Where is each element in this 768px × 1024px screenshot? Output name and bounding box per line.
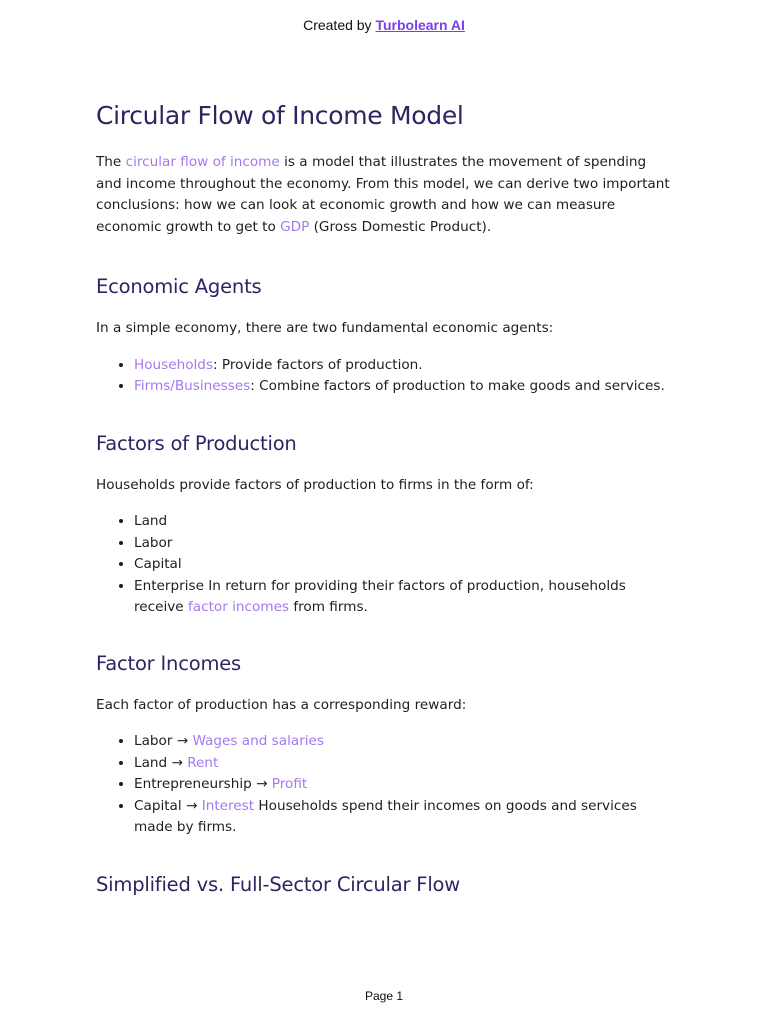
- term-gdp: GDP: [280, 218, 310, 235]
- page-title: Circular Flow of Income Model: [96, 101, 464, 130]
- factors-list: [96, 511, 676, 619]
- reward-rent: Rent: [187, 754, 219, 771]
- main-content: [96, 96, 676, 900]
- agents-lead: In a simple economy, there are two fundamental economic agents:: [96, 320, 554, 336]
- term-households: Households: [134, 356, 214, 373]
- created-by-banner: [0, 17, 768, 33]
- list-item: • Land: [134, 511, 676, 533]
- heading-factors-of-production: Factors of Production: [96, 431, 297, 455]
- reward-wages: Wages and salaries: [192, 733, 325, 749]
- list-item: • Land → Rent: [134, 753, 676, 775]
- heading-economic-agents: Economic Agents: [96, 275, 262, 298]
- term-firms: Firms/Businesses: [134, 378, 251, 394]
- heading-simplified-vs-full: Simplified vs. Full-Sector Circular Flow: [96, 872, 461, 896]
- agents-list: [96, 355, 676, 398]
- reward-interest: Interest: [201, 797, 255, 814]
- intro-paragraph: The circular flow of income is a model that illustrates the movement of spending and income throughout the economy. From this model, we can derive two important conclusions: how we can look at economic growth and how we can measure economic growth to get to GDP (Gross Domestic Product).: [96, 154, 670, 235]
- list-item: • Households: Provide factors of production.: [134, 355, 676, 377]
- reward-profit: Profit: [271, 776, 308, 792]
- list-item: • Enterprise In return for providing their factors of production, households receive factor incomes from firms.: [134, 576, 676, 619]
- turbolearn-link[interactable]: Turbolearn AI: [375, 17, 465, 33]
- list-item: • Capital → Interest Households spend their incomes on goods and services made by firms.: [134, 796, 676, 839]
- list-item: • Firms/Businesses: Combine factors of production to make goods and services.: [134, 376, 676, 398]
- list-item: • Entrepreneurship → Profit: [134, 774, 676, 796]
- incomes-list: [96, 731, 676, 839]
- list-item: • Capital: [134, 554, 676, 576]
- term-factor-incomes: factor incomes: [188, 599, 290, 615]
- list-item: • Labor: [134, 533, 676, 555]
- created-by-label: Created by: [303, 17, 372, 33]
- page-number: Page 1: [364, 989, 404, 1003]
- term-circular-flow: circular flow of income: [125, 154, 280, 170]
- incomes-lead: Each factor of production has a corresponding reward:: [96, 696, 467, 713]
- heading-factor-incomes: Factor Incomes: [96, 651, 242, 675]
- list-item: • Labor → Wages and salaries: [134, 731, 676, 753]
- factors-lead: Households provide factors of production to firms in the form of:: [96, 476, 534, 493]
